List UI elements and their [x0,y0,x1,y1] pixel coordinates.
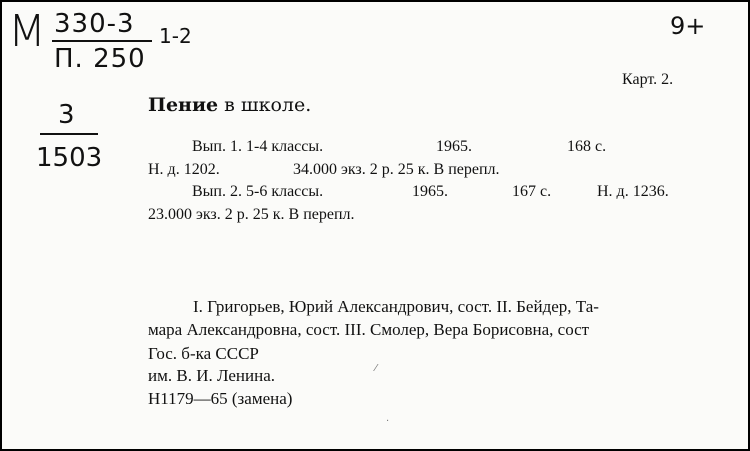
card-title-bold: Пение [148,94,219,116]
handwritten-range: 1-2 [159,24,192,48]
volume-1-edition: 34.000 экз. 2 р. 25 к. В перепл. [293,161,500,178]
handwritten-fraction-top: 3 [58,100,75,130]
authors-line-1: I. Григорьев, Юрий Александрович, сост. II. Бейдер, Та- [193,297,599,316]
card-title-rest: в школе. [224,94,312,116]
speck-mark: · [386,416,390,427]
library-line-2: им. В. И. Ленина. [148,366,276,385]
volume-1-number: Н. д. 1202. [148,161,220,178]
authors-line-2: мара Александровна, сост. III. Смолер, Вера Борисовна, сост [148,320,590,339]
library-line-3: Н1179—65 (замена) [148,389,293,408]
volume-1-year: 1965. [436,138,472,155]
card-title [148,96,311,115]
card-number-label: Карт. 2. [622,71,674,88]
handwritten-fraction-rule [40,133,98,135]
handwritten-call-number-top: 330-3 [54,9,135,39]
volume-2-edition: 23.000 экз. 2 р. 25 к. В перепл. [148,206,355,223]
volume-1-pages: 168 с. [567,138,607,155]
handwritten-call-number-rule [52,40,152,42]
volume-1-label: Вып. 1. 1-4 классы. [192,138,324,155]
volume-2-number: Н. д. 1236. [597,183,669,200]
handwritten-letter: M [8,6,46,57]
handwritten-fraction-bottom: 1503 [36,143,103,173]
speck-mark: ⁄ [375,363,377,374]
volume-2-year: 1965. [412,183,448,200]
volume-2-label: Вып. 2. 5-6 классы. [192,183,324,200]
handwritten-call-number-bottom: П. 250 [54,44,146,74]
library-line-1: Гос. б-ка СССР [148,344,259,363]
handwritten-corner-mark: 9+ [670,12,706,40]
volume-2-pages: 167 с. [512,183,552,200]
